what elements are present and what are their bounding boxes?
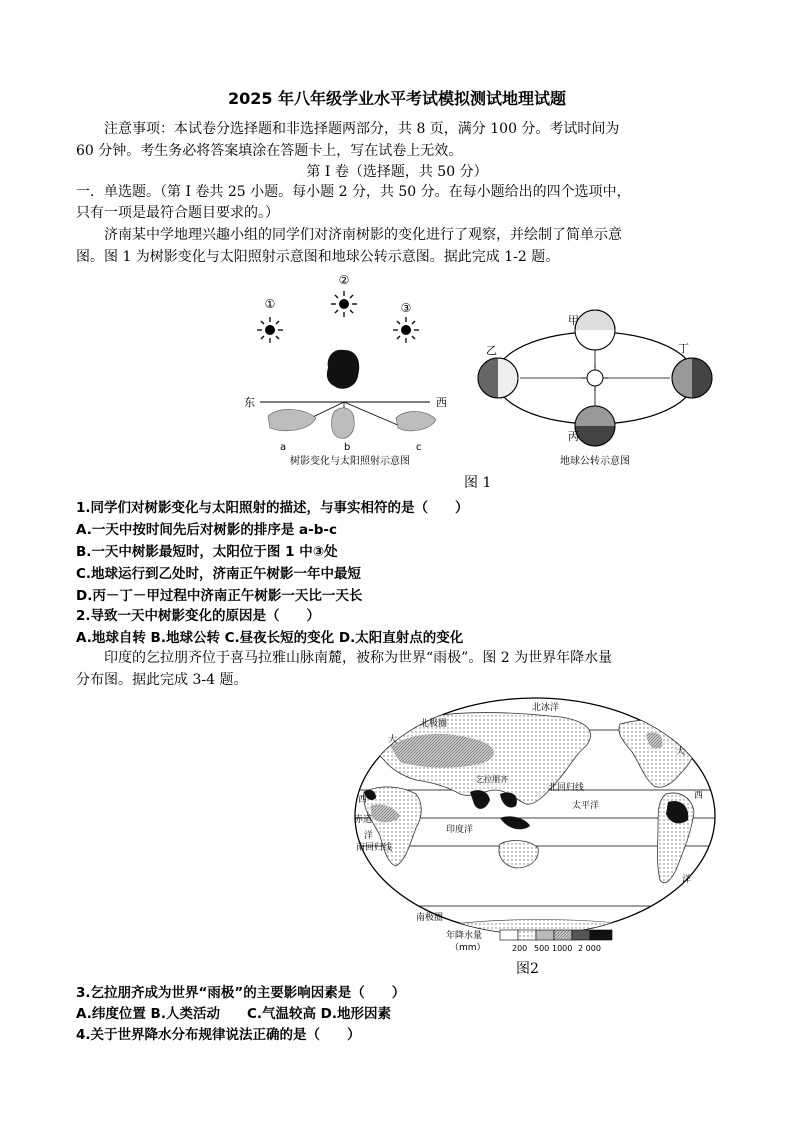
label-xi-1: 西 — [358, 795, 368, 805]
figure-2-caption: 图2 — [516, 961, 539, 977]
earth-ding — [672, 358, 712, 398]
notice-line2: 60 分钟。考生务必将答案填涂在答题卡上，写在试卷上无效。 — [76, 143, 463, 159]
position-bing: 丙 — [568, 430, 579, 443]
shadow-label-a: a — [280, 442, 287, 453]
intro2-line1: 印度的乞拉朋齐位于喜马拉雅山脉南麓，被称为世界“雨极”。图 2 为世界年降水量 — [104, 650, 613, 666]
q1-option-c: C.地球运行到乙处时，济南正午树影一年中最短 — [76, 566, 362, 582]
left-diagram-caption: 树影变化与太阳照射示意图 — [290, 456, 410, 467]
shadow-a — [268, 409, 316, 430]
sun-1 — [257, 317, 283, 343]
label-yang-2: 洋 — [682, 875, 692, 885]
intro2-line2: 分布图。据此完成 3-4 题。 — [76, 672, 248, 688]
earth-bing — [575, 406, 615, 446]
position-jia: 甲 — [568, 314, 579, 327]
legend-swatch-2 — [518, 930, 536, 940]
legend-unit: （mm） — [450, 943, 486, 953]
q1-option-a: A.一天中按时间先后对树影的排序是 a-b-c — [76, 522, 338, 538]
legend-value-1000: 1000 — [552, 944, 573, 953]
legend-value-2000: 2 000 — [578, 944, 601, 953]
sun-label-3: ③ — [400, 301, 412, 315]
west-label: 西 — [436, 396, 447, 409]
position-yi: 乙 — [486, 344, 497, 357]
part1-line1: 一．单选题。（第 I 卷共 25 小题。每小题 2 分，共 50 分。在每小题给出的四个选项中， — [76, 184, 631, 200]
q2-stem: 2.导致一天中树影变化的原因是（ ） — [76, 608, 321, 624]
intro1-line2: 图。图 1 为树影变化与太阳照射示意图和地球公转示意图。据此完成 1-2 题。 — [76, 249, 560, 265]
earth-yi — [478, 358, 518, 398]
figure-1-caption: 图 1 — [464, 475, 492, 491]
label-yang-1: 洋 — [364, 831, 374, 841]
section-heading: 第 I 卷（选择题，共 50 分） — [306, 164, 488, 180]
label-xi-2: 西 — [694, 791, 704, 801]
right-diagram-caption: 地球公转示意图 — [560, 456, 630, 467]
q3-stem: 3.乞拉朋齐成为世界“雨极”的主要影响因素是（ ） — [76, 985, 406, 1001]
q2-options: A.地球自转 B.地球公转 C.昼夜长短的变化 D.太阳直射点的变化 — [76, 630, 464, 646]
tree-crown — [327, 350, 359, 389]
label-indian-ocean: 印度洋 — [446, 825, 474, 835]
sun-3 — [393, 317, 419, 343]
label-da-2: 大 — [676, 747, 686, 757]
legend-value-200: 200 — [512, 944, 528, 953]
legend-title: 年降水量 — [446, 931, 483, 941]
legend-value-500: 500 — [534, 944, 550, 953]
label-south-circle: 南极圈 — [416, 913, 444, 923]
legend-swatch-1 — [500, 930, 518, 940]
east-label: 东 — [244, 396, 255, 409]
sun-label-1: ① — [264, 297, 276, 311]
label-tropic-south: 南回归线 — [356, 843, 393, 853]
legend-swatch-4 — [554, 930, 572, 940]
label-equator: 赤道 — [354, 815, 373, 825]
figure-1 — [230, 268, 730, 473]
label-pacific: 太平洋 — [572, 801, 600, 811]
legend-swatch-6 — [590, 930, 612, 940]
part1-line2: 只有一项是最符合题目要求的。） — [76, 205, 279, 221]
earth-jia — [575, 310, 615, 350]
q3-options: A.纬度位置 B.人类活动 C.气温较高 D.地形因素 — [76, 1006, 392, 1022]
figure-2-world-map — [350, 694, 720, 958]
shadow-label-b: b — [344, 442, 351, 453]
shadow-c — [396, 411, 436, 430]
legend-swatch-3 — [536, 930, 554, 940]
legend-swatch-5 — [572, 930, 590, 940]
label-da-1: 大 — [388, 735, 398, 745]
intro1-line1: 济南某中学地理兴趣小组的同学们对济南树影的变化进行了观察，并绘制了简单示意 — [104, 227, 622, 243]
q1-stem: 1.同学们对树影变化与太阳照射的描述，与事实相符的是（ ） — [76, 500, 469, 516]
position-ding: 丁 — [678, 342, 689, 355]
page-title: 2025 年八年级学业水平考试模拟测试地理试题 — [227, 89, 567, 108]
q1-option-b: B.一天中树影最短时，太阳位于图 1 中③处 — [76, 544, 338, 560]
label-cherrapunji: 乞拉朋齐 — [476, 775, 508, 784]
shadow-label-c: c — [416, 442, 422, 453]
q4-stem: 4.关于世界降水分布规律说法正确的是（ ） — [76, 1027, 361, 1043]
shadow-b — [332, 408, 355, 438]
label-north-circle: 北极圈 — [420, 719, 448, 729]
label-tropic-north: 北回归线 — [548, 783, 585, 793]
sun-label-2: ② — [338, 273, 350, 287]
notice-line1: 注意事项：本试卷分选择题和非选择题两部分，共 8 页，满分 100 分。考试时间为 — [104, 121, 620, 137]
sun-2 — [331, 291, 357, 317]
q1-option-d: D.丙－丁－甲过程中济南正午树影一天比一天长 — [76, 588, 363, 604]
label-arctic-ocean: 北冰洋 — [532, 703, 560, 713]
